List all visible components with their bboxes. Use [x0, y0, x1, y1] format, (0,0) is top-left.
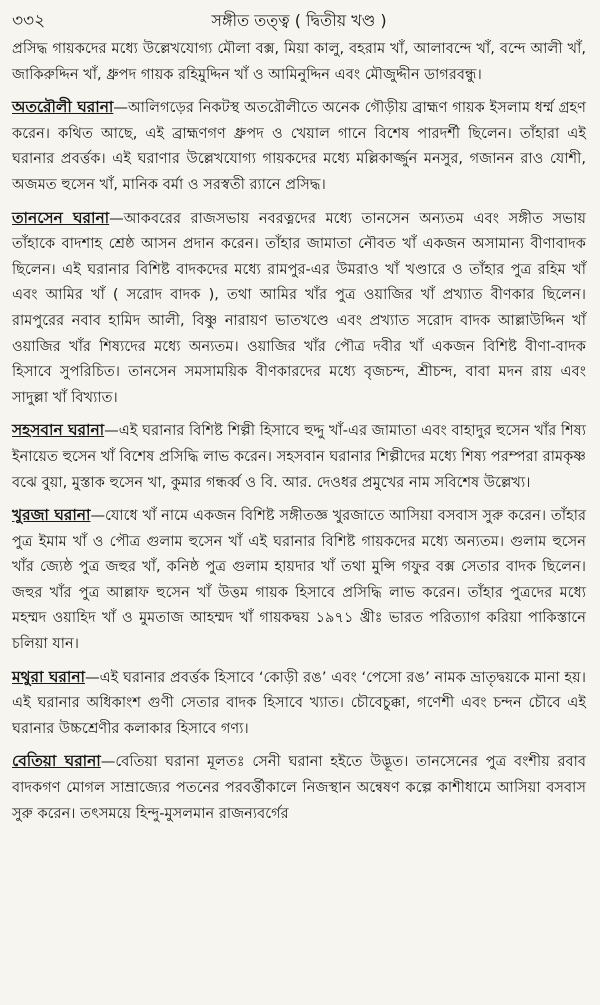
paragraph-intro	[12, 36, 586, 87]
paragraph-text: প্রসিদ্ধ গায়কদের মধ্যে উল্লেখযোগ্য মৌলা বক্স, মিয়া কালু, বহরাম খাঁ, আলাবন্দে খাঁ, বন্দে আলী খাঁ, জাকিরুদ্দিন খাঁ, ধ্রুপদ গায়ক রহিমুদ্দিন খাঁ ও আমিনুদ্দিন এবং মৌজুদ্দীন ডাগরবন্ধু।	[12, 40, 586, 83]
paragraph-text: —বেতিয়া ঘরানা মূলতঃ সেনী ঘরানা হইতে উদ্ভূত। তানসেনের পুত্র বংশীয় রবাব বাদকগণ মোগল সাম্রাজ্যের পতনের পরবর্ত্তীকালে নিজস্থান অন্বেষণ কল্পে কাশীধামে আসিয়া বসবাস সুরু করেন। তৎসময়ে হিন্দু-মুসলমান রাজন্যবর্গের	[12, 753, 587, 822]
section-heading: তানসেন ঘরানা	[12, 208, 110, 227]
paragraph-mathura-gharana	[12, 665, 586, 742]
section-heading: খুরজা ঘরানা	[12, 506, 91, 525]
section-heading: বেতিয়া ঘরানা	[12, 752, 101, 771]
page-header	[12, 6, 586, 36]
section-heading: মথুরা ঘরানা	[12, 667, 85, 686]
paragraph-sahaswan-gharana	[12, 418, 586, 495]
paragraph-text: —আকবরের রাজসভায় নবরত্নদের মধ্যে তানসেন অন্যতম এবং সঙ্গীত সভায় তাঁহাকে বাদশাহ শ্রেষ্ঠ আসন প্রদান করেন। তাঁহার জামাতা নৌবত খাঁ একজন অসামান্য বীণাবাদক ছিলেন। এই ঘরানার বিশিষ্ট বাদকদের মধ্যে রামপুর-এর উমরাও খাঁ খণ্ডারে ও তাঁহার পুত্র রহিম খাঁ এবং আমির খাঁ ( সরোদ বাদক ), তথা আমির খাঁর পুত্র ওয়াজির খাঁ প্রখ্যাত বীণকার ছিলেন। রামপুরের নবাব হামিদ আলী, বিষ্ণু নারায়ণ ভাতখণ্ডে এবং প্রখ্যাত সরোদ বাদক আল্লাউদ্দিন খাঁ ওয়াজির খাঁর শিষ্যদের মধ্যে অন্যতম। ওয়াজির খাঁর পৌত্র দবীর খাঁ একজন বিশিষ্ট বীণা-বাদক হিসাবে সুপরিচিত। তানসেন সমসাময়িক বীণকারদের মধ্যে বৃজচন্দ, শ্রীচন্দ, বাবা মদন রায় এবং সাদুল্লা খাঁ বিখ্যাত।	[12, 209, 586, 406]
paragraph-bettiah-gharana	[12, 749, 586, 826]
page-number: ৩৩২	[12, 11, 46, 31]
paragraph-text: —আলিগড়ের নিকটস্থ অতরৌলীতে অনেক গৌড়ীয় ব্রাহ্মণ গায়ক ইসলাম ধর্ম্ম গ্রহণ করেন। কথিত আছে, এই ব্রাহ্মণগণ ধ্রুপদ ও খেয়াল গানে বিশেষ পারদর্শী ছিলেন। তাঁহারা এই ঘরানার প্রবর্ত্তক। এই ঘরাণার উল্লেখযোগ্য গায়কদের মধ্যে মল্লিকার্জ্জুন মনসুর, গজানন রাও যোশী, অজমত হুসেন খাঁ, মানিক বর্মা ও সরস্বতী র‍্যানে প্রসিদ্ধ।	[12, 99, 587, 193]
paragraph-khurja-gharana	[12, 503, 586, 657]
running-title: সঙ্গীত তত্ত্ব ( দ্বিতীয় খণ্ড )	[211, 11, 387, 30]
section-heading: সহসবান ঘরানা	[12, 421, 105, 440]
paragraph-text: —এই ঘরানার বিশিষ্ট শিল্পী হিসাবে হুদ্দু খাঁ-এর জামাতা এবং বাহাদুর হুসেন খাঁর শিষ্য ইনায়েত হুসেন খাঁ বিশেষ প্রসিদ্ধি লাভ করেন। সহসবান ঘরানার শিল্পীদের মধ্যে শিষ্য পরম্পরা রামকৃষ্ণ বঝে বুয়া, মুস্তাক হুসেন খা, কুমার গন্ধর্ব্ব ও বি. আর. দেওধর প্রমুখের নাম সবিশেষ উল্লেখ্য।	[12, 422, 587, 491]
paragraph-text: —যোধে খাঁ নামে একজন বিশিষ্ট সঙ্গীতজ্ঞ খুরজাতে আসিয়া বসবাস সুরু করেন। তাঁহার পুত্র ইমাম খাঁ ও পৌত্র গুলাম হুসেন খাঁ এই ঘরানার বিশিষ্ট গায়কদের মধ্যে অন্যতম। গুলাম হুসেন খাঁর জ্যেষ্ঠ পুত্র জহুর খাঁ, কনিষ্ঠ পুত্র গুলাম হায়দার খাঁ তথা মুন্সি গফুর বক্স সেতার বাদক ছিলেন। জহুর খাঁর পুত্র আল্লাফ হুসেন খাঁ উত্তম গায়ক হিসাবে প্রসিদ্ধি লাভ করেন। তাঁহার পুত্রদের মধ্যে মহম্মদ ওয়াহিদ খাঁ ও মুমতাজ আহম্মদ খাঁ গায়কদ্বয় ১৯৭১ খ্রীঃ ভারত পরিত্যাগ করিয়া পাকিস্তানে চলিয়া যান।	[12, 507, 587, 653]
paragraph-text: —এই ঘরানার প্রবর্ত্তক হিসাবে ‘কোড়ী রঙ’ এবং ‘পেসো রঙ’ নামক ভ্রাতৃদ্বয়কে মানা হয়। এই ঘরানার অধিকাংশ গুণী সেতার বাদক হিসাবে খ্যাত। চৌবেচুক্কা, গণেশী এবং চন্দন চৌবে এই ঘরানার উচ্চশ্রেণীর কলাকার হিসাবে গণ্য।	[12, 668, 586, 737]
paragraph-atrauli-gharana	[12, 95, 586, 197]
paragraph-tansen-gharana	[12, 206, 586, 411]
section-heading: অতরৌলী ঘরানা	[12, 98, 114, 117]
